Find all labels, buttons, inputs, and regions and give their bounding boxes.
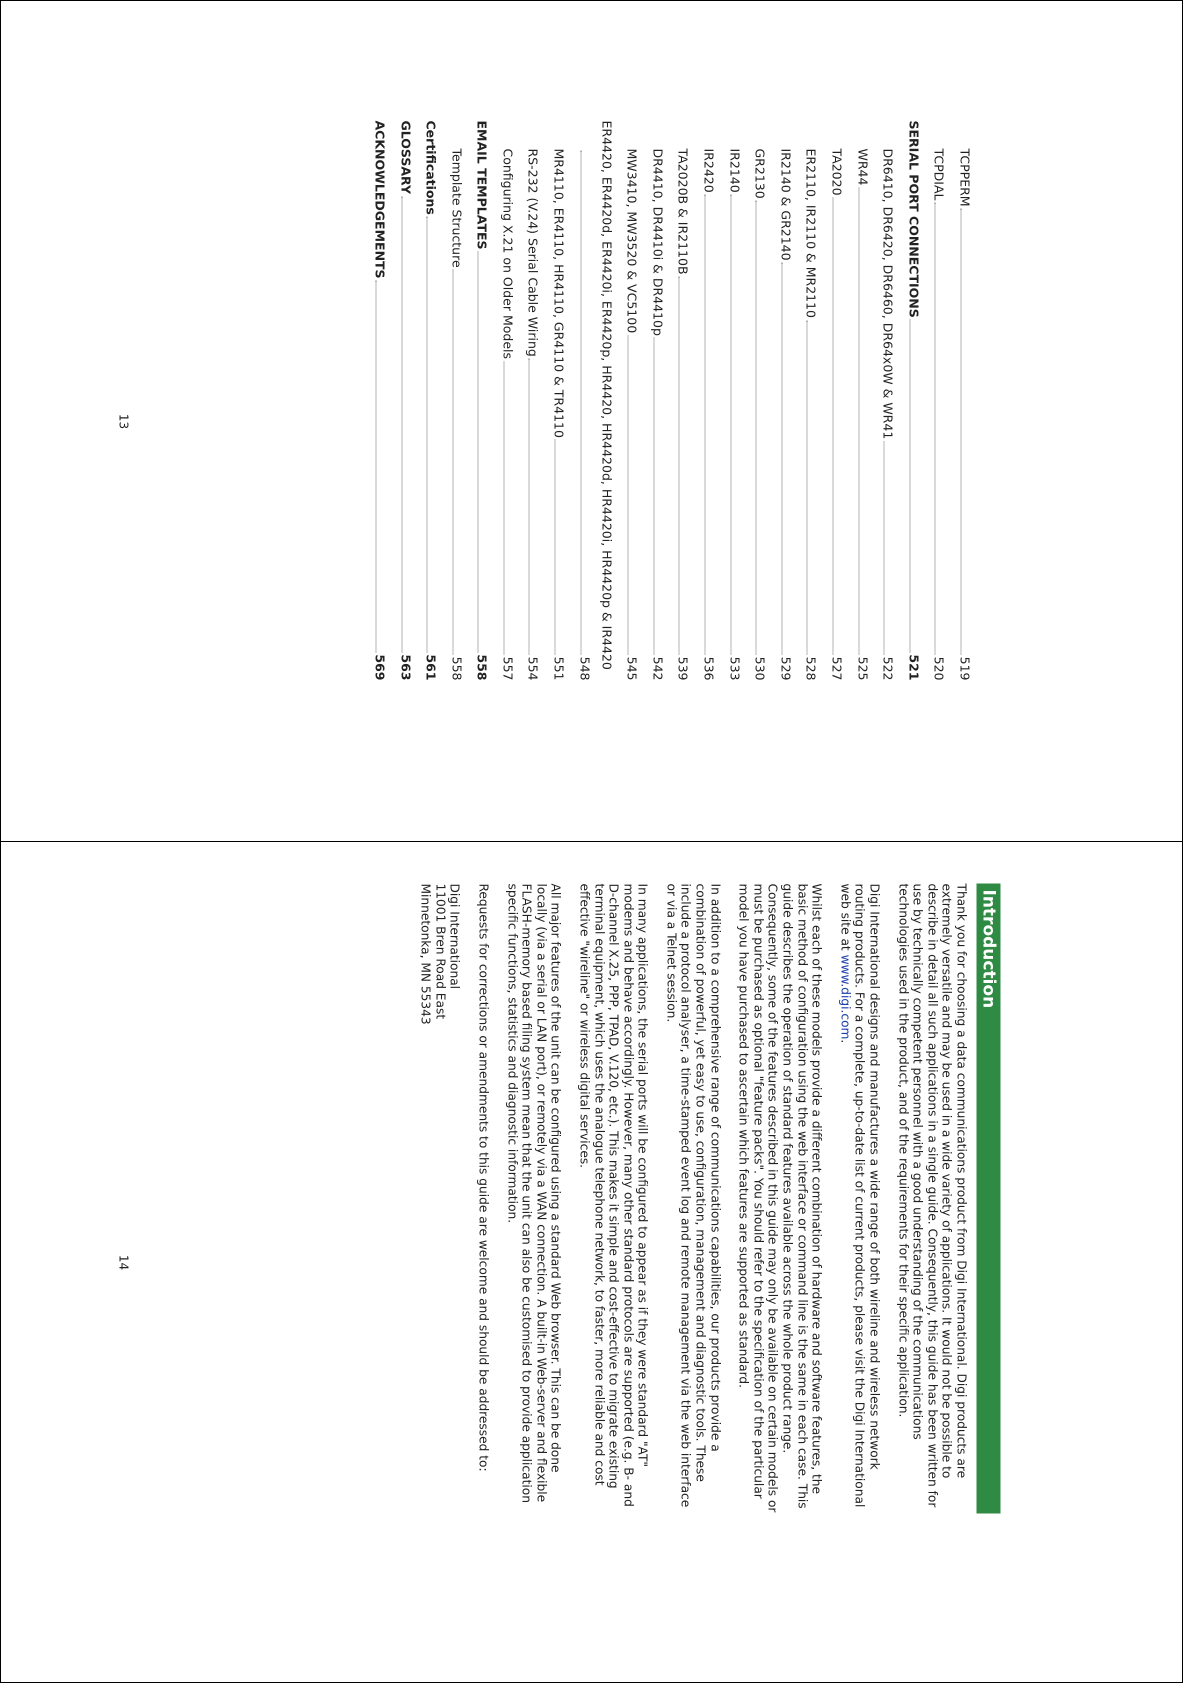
toc-leader-dots: [705, 195, 706, 655]
toc-entry[interactable]: [490, 121, 516, 681]
toc-entry-title: GR2130: [752, 148, 768, 199]
toc-entry-page: 519: [957, 656, 973, 681]
toc-entry-page: 533: [727, 656, 743, 681]
toc-entry-title: TCPDIAL: [931, 148, 947, 201]
toc-leader-dots: [555, 440, 556, 655]
toc-entry[interactable]: [464, 121, 490, 681]
toc-entry[interactable]: [515, 121, 541, 681]
toc-entry[interactable]: [947, 121, 973, 681]
toc-entry-title: TA2020B & IR2110B: [675, 148, 691, 275]
page-number: 14: [116, 1254, 131, 1271]
toc-entry[interactable]: [439, 121, 465, 681]
toc-entry-page: 561: [423, 654, 439, 681]
toc-leader-dots: [580, 151, 581, 655]
toc-entry-page: 527: [829, 656, 845, 681]
toc-leader-dots: [730, 195, 731, 655]
toc-leader-dots: [858, 187, 859, 654]
toc-entry[interactable]: [896, 121, 922, 681]
toc-leader-dots: [452, 270, 453, 655]
text: .: [838, 1039, 853, 1044]
address-line: Digi International: [447, 883, 462, 990]
toc-leader-dots: [401, 196, 402, 652]
toc-entry[interactable]: [768, 121, 794, 681]
toc-entry-page: 557: [500, 656, 516, 681]
toc-entry[interactable]: [665, 121, 691, 681]
toc-entry[interactable]: [691, 121, 717, 681]
toc-entry-page: 530: [752, 656, 768, 681]
toc-leader-dots: [781, 263, 782, 655]
toc-entry[interactable]: [592, 121, 614, 681]
toc-entry[interactable]: [567, 121, 593, 681]
intro-paragraph: In addition to a comprehensive range of communications capabilities, our products provide a combination of powerful, yet easy to use, configuration, management and diagnostic tools. These include a protocol analyser, a time-stamped event log and remote management via the web interface or via a Telnet session.: [664, 883, 723, 1508]
toc-entry-page: 569: [372, 654, 388, 681]
address-block: [418, 884, 462, 1514]
toc-entry-title: IR2140: [727, 148, 743, 193]
toc-entry-page: 529: [778, 656, 794, 681]
toc-entry-title: IR2420: [701, 148, 717, 193]
toc-entry-title: MW3410, MW3520 & VC5100: [624, 148, 640, 334]
intro-paragraph: [838, 884, 882, 1514]
intro-content: [418, 884, 1000, 1514]
toc-leader-dots: [807, 320, 808, 655]
address-line: 11001 Bren Road East: [433, 883, 448, 1020]
intro-paragraph: Whilst each of these models provide a different combination of hardware and software features, the basic method of configuration using the web interface or command line is the same in each case. This guide describes the operation of standard features available across the whole product range. Consequently, some of the features described in this guide may only be available on certain models or must be purchased as optional "feature packs". You should refer to the specification of the particular model you have purchased to ascertain which features are supported as standard.: [736, 883, 824, 1513]
toc-entry[interactable]: [387, 121, 413, 681]
toc-entry-title: GLOSSARY: [398, 120, 414, 195]
page-number: 13: [116, 413, 131, 430]
toc-entry[interactable]: [921, 121, 947, 681]
toc-entry-title: Certifications: [423, 120, 439, 215]
toc-entry-title: Template Structure: [449, 148, 465, 268]
website-link[interactable]: www.digi.com: [838, 954, 853, 1040]
toc-leader-dots: [628, 335, 629, 654]
toc-entry-page: 548: [577, 656, 593, 681]
toc-entry-page: 521: [906, 654, 922, 681]
toc-leader-dots: [478, 252, 479, 653]
toc-entry[interactable]: [793, 121, 819, 681]
toc-entry-title: EMAIL TEMPLATES: [474, 120, 490, 250]
toc-page: [0, 1, 1183, 843]
toc-entry-page: 520: [931, 656, 947, 681]
toc-entry-page: 545: [624, 656, 640, 681]
toc-entry-title: ER4420, ER4420d, ER4420i, ER4420p, HR4420, HR4420d, HR4420i, HR4420p & IR4420: [599, 120, 615, 670]
toc-entry[interactable]: [845, 121, 871, 681]
toc-entry-title: DR6410, DR6420, DR6460, DR64x0W & WR41: [880, 148, 896, 440]
toc-entry-title: IR2140 & GR2140: [778, 148, 794, 261]
toc-entry[interactable]: [742, 121, 768, 681]
toc-leader-dots: [833, 198, 834, 655]
toc-entry[interactable]: [614, 121, 640, 681]
toc-leader-dots: [427, 217, 428, 653]
toc-leader-dots: [961, 209, 962, 655]
toc-entry-title: TA2020: [829, 148, 845, 196]
toc-leader-dots: [756, 201, 757, 655]
toc-entry-page: 528: [803, 656, 819, 681]
intro-paragraph: Requests for corrections or amendments to this guide are welcome and should be addressed to:: [476, 883, 491, 1472]
toc-entry[interactable]: [819, 121, 845, 681]
toc-entry[interactable]: [413, 121, 439, 681]
toc-entry[interactable]: [362, 121, 388, 681]
toc-entry-page: 536: [701, 656, 717, 681]
toc-entry[interactable]: [541, 121, 567, 681]
toc-entry[interactable]: [717, 121, 743, 681]
toc-list: [362, 121, 973, 681]
address-line: Minnetonka, MN 55343: [418, 883, 433, 1025]
toc-entry-page: 558: [474, 654, 490, 681]
toc-entry[interactable]: [870, 121, 896, 681]
intro-page: [0, 842, 1183, 1684]
toc-entry-page: 563: [398, 654, 414, 681]
toc-entry-page: 522: [880, 656, 896, 681]
intro-paragraph: Thank you for choosing a data communications product from Digi International. Digi products are extremely versatile and may be used in a wide variety of applications. It would not be possible to describe in detail all such applications in a single guide. Consequently, this guide has been written for use by technically competent personnel with a good understanding of the communications technologies used in the product, and of the requirements for their specific application.: [896, 883, 969, 1508]
toc-leader-dots: [679, 277, 680, 655]
toc-leader-dots: [909, 320, 910, 653]
toc-leader-dots: [884, 441, 885, 654]
toc-entry-page: 539: [675, 656, 691, 681]
toc-entry-title: WR44: [855, 148, 871, 186]
intro-paragraph: In many applications, the serial ports will be configured to appear as if they were standard "AT" modems and behave accordingly. However, many other standard protocols are supported (e.g. B- and D-channel X.25, PPP, TPAD, V.120, etc.). This makes it simple and cost-effective to migrate existing terminal equipment, which uses the analogue telephone network, to faster, more reliable and cost effective "wireline" or wireless digital services.: [577, 883, 650, 1507]
toc-leader-dots: [529, 359, 530, 655]
toc-entry-page: 542: [650, 656, 666, 681]
toc-entry-title: Configuring X.21 on Older Models: [500, 148, 516, 360]
text: Digi International designs and manufactures a wide range of both wireline and wireless network routing products. For a complete, up-to-date list of current products, please visit the Digi International web site at: [838, 883, 882, 1508]
toc-entry-title: SERIAL PORT CONNECTIONS: [906, 120, 922, 318]
toc-leader-dots: [503, 361, 504, 655]
toc-entry[interactable]: [640, 121, 666, 681]
toc-entry-title: MR4110, ER4110, HR4110, GR4110 & TR4110: [551, 148, 567, 438]
toc-entry-title: DR4410, DR4410i & DR4410p: [650, 148, 666, 336]
toc-entry-page: 554: [526, 656, 541, 681]
intro-paragraph: All major features of the unit can be configured using a standard Web browser. This can be done locally (via a serial or LAN port), or remotely via a WAN connection. A built-in Web-server and flexible FLASH-memory based filing system mean that the unit can also be customised to provide application specific functions, statistics and diagnostic information.: [505, 883, 563, 1503]
toc-entry-title: TCPPERM: [957, 148, 973, 207]
section-title: Introduction: [977, 884, 1001, 1514]
toc-leader-dots: [653, 338, 654, 655]
toc-leader-dots: [375, 281, 376, 653]
toc-entry-page: 551: [551, 656, 567, 681]
toc-entry-title: RS-232 (V.24) Serial Cable Wiring: [526, 148, 541, 357]
toc-leader-dots: [935, 203, 936, 655]
toc-entry-title: ACKNOWLEDGEMENTS: [372, 120, 388, 279]
toc-entry-page: 525: [855, 656, 871, 681]
toc-entry-page: 558: [449, 656, 465, 681]
toc-entry-title: ER2110, IR2110 & MR2110: [803, 148, 819, 319]
